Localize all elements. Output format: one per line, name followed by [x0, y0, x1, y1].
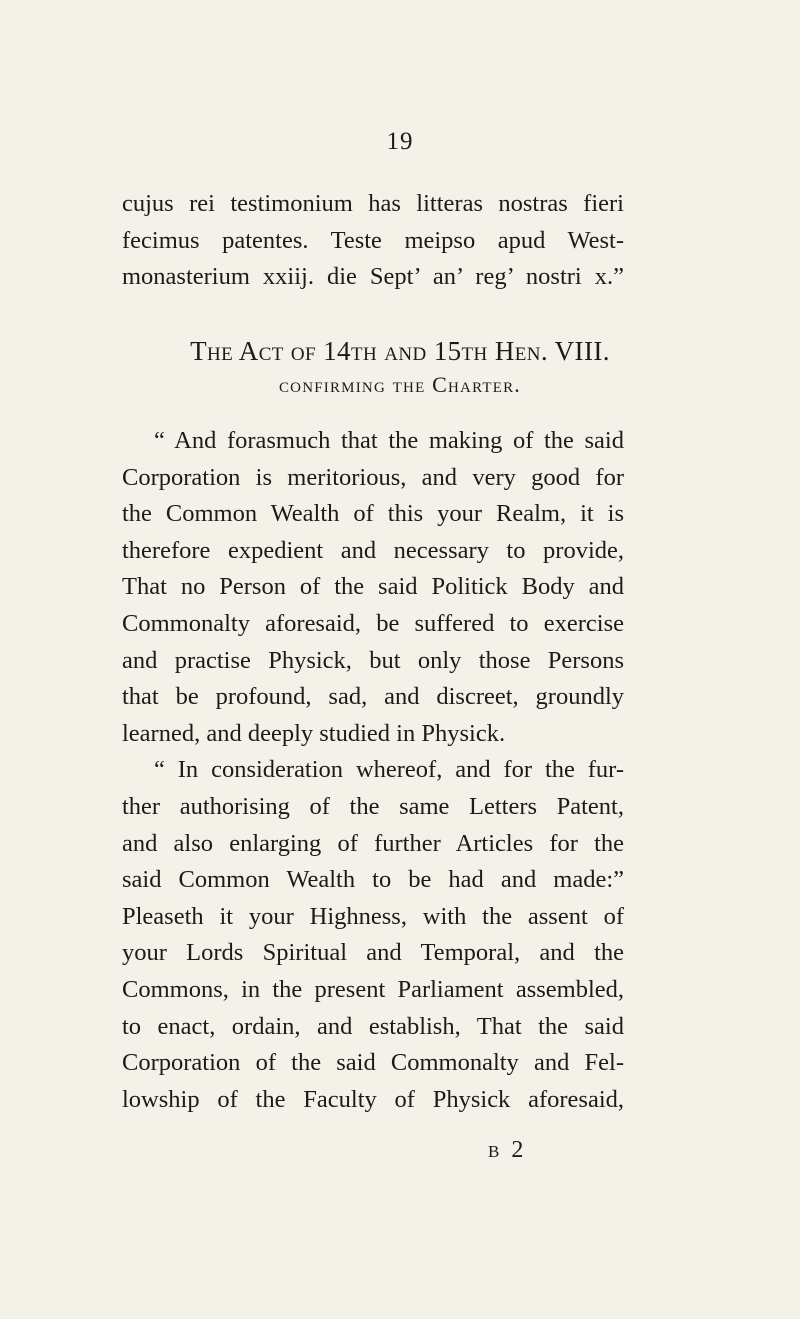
text-line: lowship of the Faculty of Physick aforesaid, — [122, 1085, 624, 1113]
act-text — [122, 423, 624, 1118]
signature-mark: b 2 — [488, 1137, 527, 1163]
text-line: said Common Wealth to be had and made:” — [122, 866, 624, 894]
opening-paragraph — [122, 186, 624, 296]
text-line: “ In consideration whereof, and for the fur- — [154, 756, 624, 784]
text-line: “ And forasmuch that the making of the said — [154, 427, 624, 454]
section-heading: The Act of 14th and 15th Hen. VIII. — [190, 336, 610, 366]
text-line: learned, and deeply studied in Physick. — [122, 719, 506, 747]
page-number: 19 — [386, 128, 414, 155]
text-line: to enact, ordain, and establish, That the said — [122, 1012, 624, 1040]
text-line: and also enlarging of further Articles for the — [122, 829, 624, 857]
text-line: that be profound, sad, and discreet, groundly — [122, 683, 624, 711]
text-line: Corporation of the said Commonalty and Fel- — [122, 1049, 624, 1077]
text-line: fecimus patentes. Teste meipso apud West- — [122, 226, 624, 254]
text-line: That no Person of the said Politick Body and — [122, 573, 624, 601]
text-line: Commons, in the present Parliament assembled, — [122, 975, 624, 1003]
text-line: Commonalty aforesaid, be suffered to exercise — [122, 609, 624, 637]
text-line: and practise Physick, but only those Persons — [122, 646, 624, 674]
text-line: Corporation is meritorious, and very good for — [122, 463, 624, 491]
text-line: Pleaseth it your Highness, with the assent of — [122, 902, 624, 930]
text-line: therefore expedient and necessary to provide, — [122, 536, 624, 564]
text-line: monasterium xxiij. die Sept’ an’ reg’ nostri x.” — [122, 263, 624, 291]
text-line: the Common Wealth of this your Realm, it is — [122, 500, 624, 528]
text-line: cujus rei testimonium has litteras nostras fieri — [122, 190, 624, 217]
text-line: your Lords Spiritual and Temporal, and the — [122, 939, 624, 967]
section-subheading: confirming the Charter. — [278, 372, 522, 397]
text-line: ther authorising of the same Letters Patent, — [122, 792, 624, 820]
